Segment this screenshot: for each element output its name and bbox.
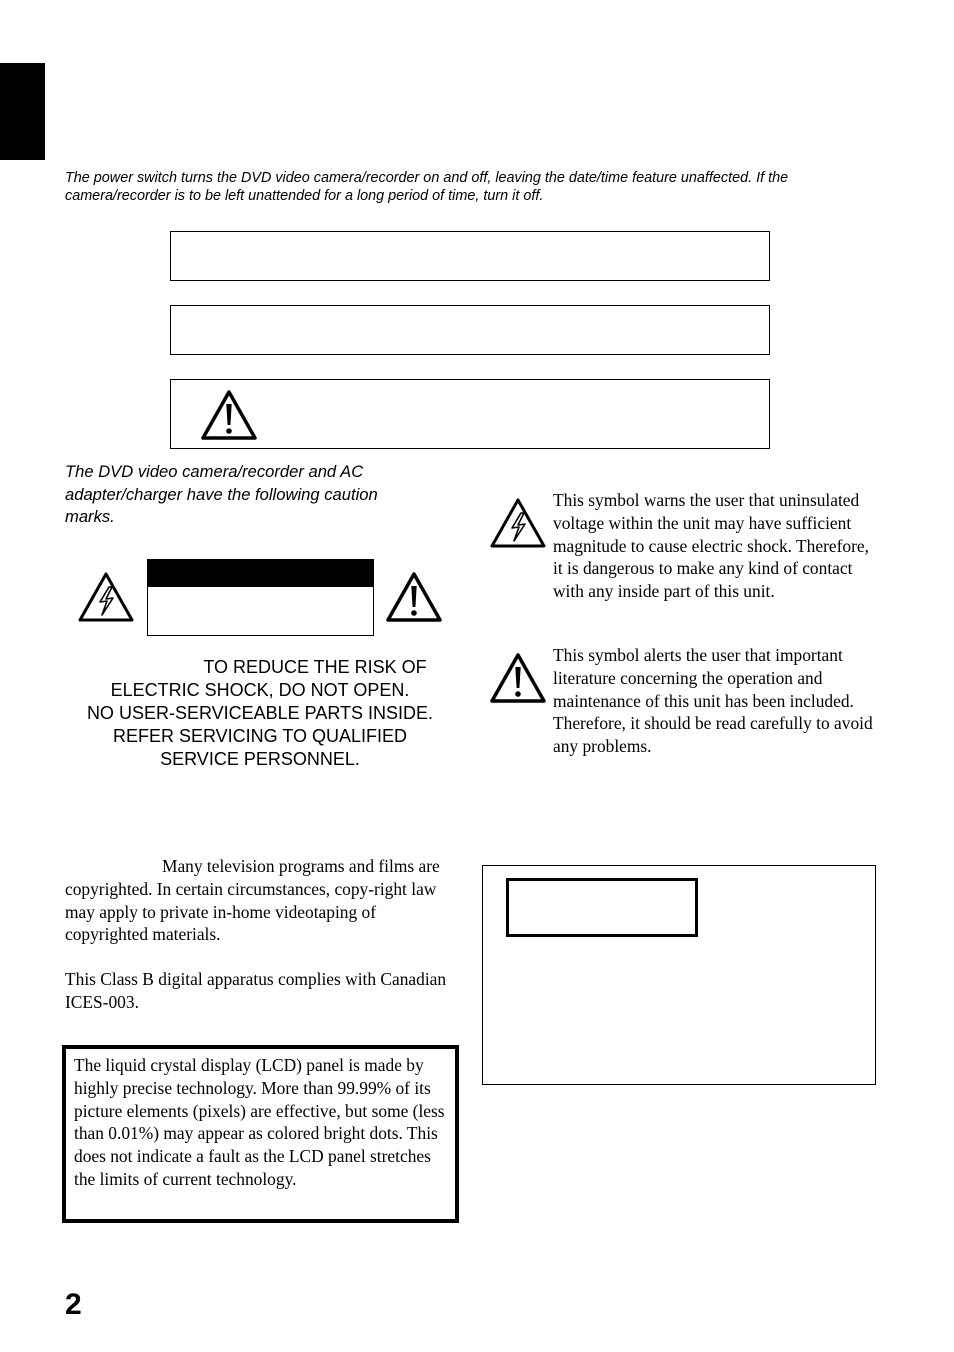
shock-warning-line: ELECTRIC SHOCK, DO NOT OPEN. <box>110 680 410 700</box>
ices-compliance: This Class B digital apparatus complies with Canadian ICES-003. <box>65 969 447 1012</box>
shock-warning-line: TO REDUCE THE RISK OF <box>203 657 427 677</box>
caution-label-bar <box>148 560 373 587</box>
section-tab <box>0 63 45 160</box>
caution-box <box>170 379 770 449</box>
lightning-triangle-icon <box>488 496 548 550</box>
exclamation-triangle-icon <box>488 651 548 705</box>
exclamation-symbol-description: This symbol alerts the user that important literature concerning the operation and maintenance of this unit has been included. Therefore, it should be read carefully to avoid any problems. <box>553 645 873 757</box>
lightning-triangle-icon <box>76 570 136 624</box>
lcd-notice-box <box>62 1045 459 1223</box>
exclamation-triangle-icon <box>199 388 259 442</box>
power-switch-note: The power switch turns the DVD video camera/recorder on and off, leaving the date/time feature unaffected. If the camera/recorder is to be left unattended for a long period of time, turn it off. <box>65 170 789 204</box>
lightning-symbol-description: This symbol warns the user that uninsulated voltage within the unit may have sufficient magnitude to cause electric shock. Therefore, it is dangerous to make any kind of contact with any inside part of this unit. <box>553 490 869 602</box>
warning-box-2 <box>170 305 770 355</box>
shock-warning-line: NO USER-SERVICEABLE PARTS INSIDE. <box>86 703 434 723</box>
shock-warning <box>62 656 458 771</box>
warning-box-1 <box>170 231 770 281</box>
copyright-text: Many television programs and films are copyrighted. In certain circumstances, copy-right law may apply to private in-home videotaping of copyrighted materials. <box>65 856 440 945</box>
caution-label <box>147 559 374 636</box>
exclamation-triangle-icon <box>384 570 444 624</box>
caution-marks-intro: The DVD video camera/recorder and AC adapter/charger have the following caution marks. <box>65 462 378 526</box>
copyright-note <box>65 855 455 946</box>
shock-warning-line: REFER SERVICING TO QUALIFIED <box>112 726 408 746</box>
page-number: 2 <box>65 1288 82 1321</box>
lcd-notice-text: The liquid crystal display (LCD) panel is made by highly precise technology. More than 99.99% of its picture elements (pixels) are effective, but some (less than 0.01%) may appear as colored bright dots. This does not indicate a fault as the LCD panel stretches the limits of current technology. <box>74 1055 445 1189</box>
shock-warning-line: SERVICE PERSONNEL. <box>160 749 360 769</box>
right-info-label-box <box>506 878 698 937</box>
